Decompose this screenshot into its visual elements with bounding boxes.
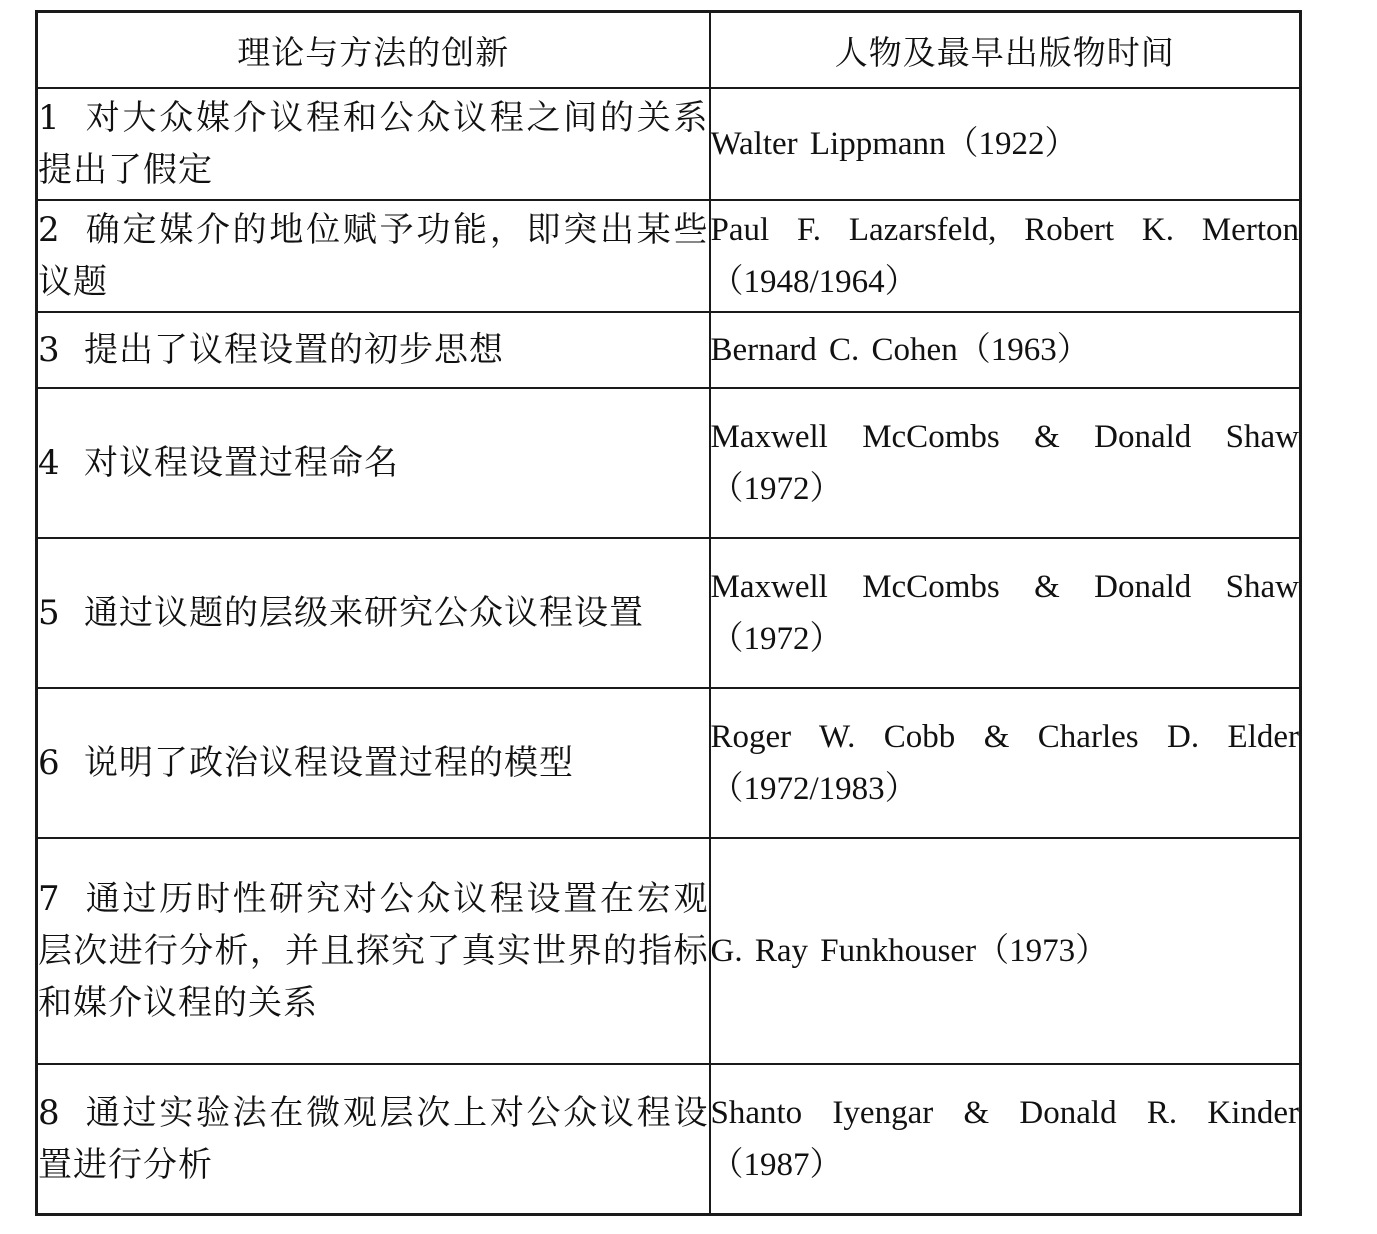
row-number: 8 (38, 1093, 61, 1133)
table-row (37, 688, 1301, 838)
innovation-cell (37, 388, 710, 538)
person-cell: Shanto Iyengar & Donald R. Kinder（1987） (710, 1064, 1301, 1215)
person-cell: Walter Lippmann（1922） (710, 88, 1301, 200)
innovation-cell (37, 200, 710, 312)
table-row (37, 838, 1301, 1064)
innovation-text: 通过议题的层级来研究公众议程设置 (84, 593, 644, 633)
person-cell: Maxwell McCombs & Donald Shaw（1972） (710, 538, 1301, 688)
innovation-cell (37, 688, 710, 838)
person-cell: G. Ray Funkhouser（1973） (710, 838, 1301, 1064)
innovation-cell (37, 1064, 710, 1215)
table-row (37, 312, 1301, 388)
row-number: 1 (38, 98, 61, 138)
table-body (37, 88, 1301, 1215)
innovation-text: 通过历时性研究对公众议程设置在宏观层次进行分析，并且探究了真实世界的指标和媒介议程的关系 (38, 879, 709, 1023)
agenda-setting-table (35, 10, 1302, 1216)
innovation-text: 确定媒介的地位赋予功能，即突出某些议题 (38, 210, 709, 302)
person-cell: Bernard C. Cohen（1963） (710, 312, 1301, 388)
table-row (37, 538, 1301, 688)
innovation-text: 提出了议程设置的初步思想 (84, 330, 504, 370)
header-person: 人物及最早出版物时间 (710, 12, 1301, 89)
table-row (37, 88, 1301, 200)
person-cell: Paul F. Lazarsfeld, Robert K. Merton（1948/1964） (710, 200, 1301, 312)
row-number: 5 (38, 593, 61, 633)
innovation-cell (37, 312, 710, 388)
table-row (37, 388, 1301, 538)
person-cell: Maxwell McCombs & Donald Shaw（1972） (710, 388, 1301, 538)
row-number: 3 (38, 330, 61, 370)
innovation-text: 说明了政治议程设置过程的模型 (84, 743, 574, 783)
innovation-text: 通过实验法在微观层次上对公众议程设置进行分析 (38, 1093, 709, 1185)
innovation-cell (37, 88, 710, 200)
row-number: 7 (38, 879, 61, 919)
table-row (37, 1064, 1301, 1215)
row-number: 2 (38, 210, 61, 250)
person-cell: Roger W. Cobb & Charles D. Elder（1972/1983） (710, 688, 1301, 838)
table-row (37, 200, 1301, 312)
innovation-text: 对议程设置过程命名 (84, 443, 399, 483)
innovation-cell (37, 538, 710, 688)
table-header (37, 12, 1301, 89)
row-number: 6 (38, 743, 61, 783)
row-number: 4 (38, 443, 61, 483)
header-innovation: 理论与方法的创新 (37, 12, 710, 89)
header-row (37, 12, 1301, 89)
innovation-cell (37, 838, 710, 1064)
innovation-text: 对大众媒介议程和公众议程之间的关系提出了假定 (38, 98, 709, 190)
